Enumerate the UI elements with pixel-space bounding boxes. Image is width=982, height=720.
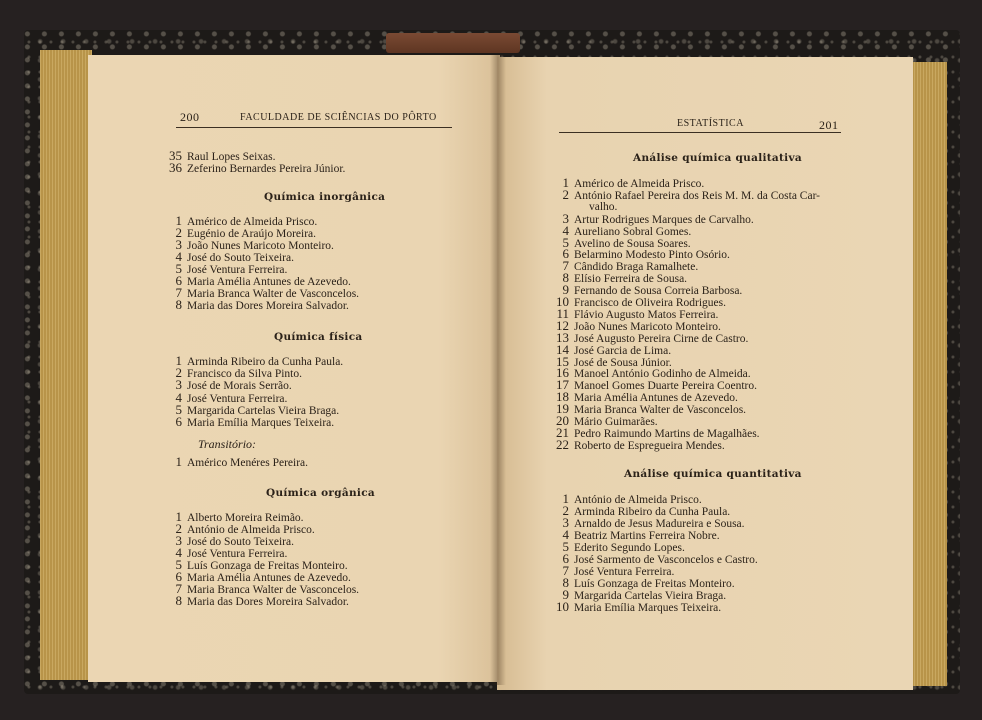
list-item: 7 Maria Branca Walter de Vasconcelos. (175, 581, 360, 596)
list-item: 4 Beatriz Martins Ferreira Nobre. (562, 527, 720, 542)
list-item: 6 Belarmino Modesto Pinto Osório. (562, 246, 730, 262)
list-item: 1 Alberto Moreira Reimão. (175, 509, 304, 524)
page-edges-left (40, 50, 92, 680)
list-item: 4 José Ventura Ferreira. (175, 545, 288, 560)
header-rule (559, 132, 841, 133)
list-item: 12 João Nunes Maricoto Monteiro. (556, 317, 721, 333)
list-item: 1 Arminda Ribeiro da Cunha Paula. (175, 353, 344, 368)
list-item: 7 Maria Branca Walter de Vasconcelos. (175, 285, 360, 300)
list-item: 3 Arnaldo de Jesus Madureira e Sousa. (562, 515, 745, 530)
list-item: 5 Ederito Segundo Lopes. (562, 539, 685, 554)
list-item: 1 Américo de Almeida Prisco. (175, 213, 318, 228)
list-item: 4 José Ventura Ferreira. (175, 389, 288, 405)
list-item: 16 Manoel António Godinho de Almeida. (556, 365, 751, 381)
list-item: 11 Flávio Augusto Matos Ferreira. (556, 305, 719, 321)
book-spine (386, 33, 520, 53)
list-item: 2 António Rafael Pereira dos Reis M. M. da Costa Car- (562, 186, 821, 202)
list-item: 7 José Ventura Ferreira. (562, 563, 675, 578)
list-item: 8 Maria das Dores Moreira Salvador. (175, 593, 349, 608)
list-item: 14 José Garcia de Lima. (556, 341, 672, 357)
list-item: 20 Mário Guimarães. (556, 413, 658, 428)
list-item: 8 Luís Gonzaga de Freitas Monteiro. (562, 575, 735, 590)
list-item: 5 Luís Gonzaga de Freitas Monteiro. (175, 557, 348, 572)
running-head: FACULDADE DE SCIÊNCIAS DO PÔRTO (240, 112, 437, 123)
list-item: 2 Arminda Ribeiro da Cunha Paula. (562, 503, 731, 518)
section-heading: Análise química quantitativa (624, 468, 802, 480)
section-heading: Química inorgânica (264, 191, 386, 203)
list-item-continuation: valho. (589, 200, 618, 213)
list-item: 19 Maria Branca Walter de Vasconcelos. (556, 401, 747, 417)
list-item: 1 Américo de Almeida Prisco. (562, 175, 705, 190)
page-number: 200 (180, 110, 200, 124)
page-number: 201 (819, 118, 839, 132)
list-item: 5 Margarida Cartelas Vieira Braga. (175, 401, 340, 417)
list-item: 15 José de Sousa Júnior. (556, 353, 672, 369)
list-item: 5 José Ventura Ferreira. (175, 261, 288, 276)
header-rule (176, 127, 452, 128)
list-item: 1 Américo Menéres Pereira. (175, 454, 309, 469)
list-item: 10 Maria Emília Marques Teixeira. (556, 599, 722, 614)
section-heading: Química orgânica (266, 487, 376, 499)
list-item: 3 José do Souto Teixeira. (175, 533, 294, 548)
list-item: 6 Maria Emília Marques Teixeira. (175, 414, 335, 429)
list-item: 7 Cândido Braga Ramalhete. (562, 258, 699, 274)
left-page (88, 55, 500, 682)
list-item: 18 Maria Amélia Antunes de Azevedo. (556, 389, 738, 405)
list-item: 6 Maria Amélia Antunes de Azevedo. (175, 273, 351, 288)
list-item: 4 José do Souto Teixeira. (175, 249, 294, 264)
list-item: 2 Francisco da Silva Pinto. (175, 365, 302, 381)
list-item: 36 Zeferino Bernardes Pereira Júnior. (169, 160, 346, 175)
list-item: 17 Manoel Gomes Duarte Pereira Coentro. (556, 377, 757, 393)
section-heading: Análise química qualitativa (633, 152, 802, 164)
book-gutter (490, 55, 506, 685)
list-item: 3 Artur Rodrigues Marques de Carvalho. (562, 210, 754, 226)
list-item: 3 José de Morais Serrão. (175, 377, 292, 393)
list-item: 35 Raul Lopes Seixas. (169, 148, 276, 163)
list-item: 8 Elísio Ferreira de Sousa. (562, 270, 688, 286)
list-item: 13 José Augusto Pereira Cirne de Castro. (556, 329, 749, 345)
list-item: 2 Eugénio de Araújo Moreira. (175, 225, 317, 240)
list-item: 5 Avelino de Sousa Soares. (562, 234, 691, 250)
list-item: 8 Maria das Dores Moreira Salvador. (175, 297, 349, 312)
list-item: 6 José Sarmento de Vasconcelos e Castro. (562, 551, 758, 566)
list-item: 10 Francisco de Oliveira Rodrigues. (556, 294, 727, 309)
list-item: 9 Fernando de Sousa Correia Barbosa. (562, 282, 743, 298)
list-item: 4 Aureliano Sobral Gomes. (562, 222, 692, 238)
list-item: 22 Roberto de Espregueira Mendes. (556, 436, 725, 452)
list-item: 6 Maria Amélia Antunes de Azevedo. (175, 569, 351, 584)
section-heading: Química física (274, 331, 363, 343)
list-item: 9 Margarida Cartelas Vieira Braga. (562, 587, 727, 602)
list-item: 3 João Nunes Maricoto Monteiro. (175, 237, 334, 252)
list-item: 21 Pedro Raimundo Martins de Magalhães. (556, 424, 760, 440)
list-item: 1 António de Almeida Prisco. (562, 491, 702, 506)
list-item: 2 António de Almeida Prisco. (175, 521, 315, 536)
right-page (497, 57, 913, 690)
section-subheading: Transitório: (198, 437, 257, 451)
running-head: ESTATÍSTICA (677, 118, 744, 129)
